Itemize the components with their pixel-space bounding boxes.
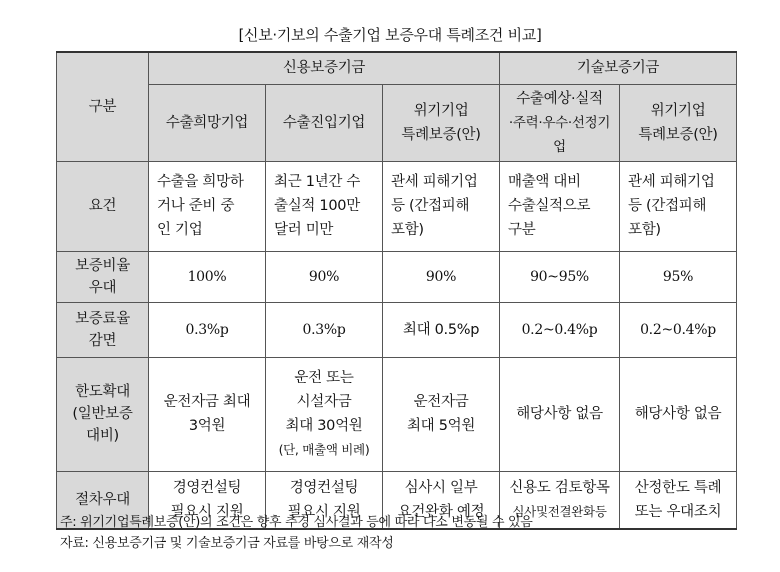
cell-fee-3: 최대 0.5%p xyxy=(383,302,500,357)
col-header-1: 수출희망기업 xyxy=(149,84,266,161)
cell-fee-5: 0.2~0.4%p xyxy=(620,302,737,357)
cell-procedure-5: 산정한도 특례 또는 우대조치 xyxy=(620,471,737,529)
col-header-3: 위기기업 특례보증(안) xyxy=(383,84,500,161)
page-title: [신보·기보의 수출기업 보증우대 특례조건 비교] xyxy=(238,26,542,44)
cell-ratio-2: 90% xyxy=(266,251,383,302)
row-label-requirement: 요건 xyxy=(57,161,149,251)
header-gubun: 구분 xyxy=(57,52,149,161)
comparison-table xyxy=(56,51,737,530)
cell-limit-2: 운전 또는 시설자금 최대 30억원 (단, 매출액 비례) xyxy=(266,357,383,471)
cell-limit-3: 운전자금 최대 5억원 xyxy=(383,357,500,471)
cell-fee-2: 0.3%p xyxy=(266,302,383,357)
row-label-limit-expansion: 한도확대 (일반보증 대비) xyxy=(57,357,149,471)
cell-limit-1: 운전자금 최대 3억원 xyxy=(149,357,266,471)
header-kibo: 기술보증기금 xyxy=(500,52,737,84)
row-label-guarantee-ratio: 보증비율 우대 xyxy=(57,251,149,302)
cell-ratio-3: 90% xyxy=(383,251,500,302)
cell-fee-1: 0.3%p xyxy=(149,302,266,357)
footnote-source: 자료: 신용보증기금 및 기술보증기금 자료를 바탕으로 재작성 xyxy=(60,536,394,551)
cell-limit-5: 해당사항 없음 xyxy=(620,357,737,471)
cell-requirement-2: 최근 1년간 수 출실적 100만 달러 미만 xyxy=(266,161,383,251)
cell-procedure-3: 심사시 일부 요건완화 예정 xyxy=(383,471,500,529)
cell-ratio-1: 100% xyxy=(149,251,266,302)
footnote-note: 주: 위기기업특례보증(안)의 조건은 향후 추경 심사결과 등에 따라 다소 변동될 수 있음 xyxy=(60,515,533,530)
row-label-fee-reduction: 보증료율 감면 xyxy=(57,302,149,357)
row-label-procedure: 절차우대 xyxy=(57,471,149,529)
cell-requirement-4: 매출액 대비 수출실적으로 구분 xyxy=(500,161,620,251)
footnotes xyxy=(60,512,533,554)
cell-procedure-4: 신용도 검토항목 심사및전결완화등 xyxy=(500,471,620,529)
col-header-4: 수출예상·실적 ·주력·우수·선정기업 xyxy=(500,84,620,161)
cell-procedure-2: 경영컨설팅 필요시 지원 xyxy=(266,471,383,529)
cell-limit-4: 해당사항 없음 xyxy=(500,357,620,471)
cell-ratio-5: 95% xyxy=(620,251,737,302)
cell-procedure-1: 경영컨설팅 필요시 지원 xyxy=(149,471,266,529)
cell-requirement-1: 수출을 희망하 거나 준비 중 인 기업 xyxy=(149,161,266,251)
header-kodit: 신용보증기금 xyxy=(149,52,500,84)
cell-ratio-4: 90~95% xyxy=(500,251,620,302)
cell-requirement-5: 관세 피해기업 등 (간접피해 포함) xyxy=(620,161,737,251)
col-header-2: 수출진입기업 xyxy=(266,84,383,161)
col-header-5: 위기기업 특례보증(안) xyxy=(620,84,737,161)
cell-fee-4: 0.2~0.4%p xyxy=(500,302,620,357)
cell-requirement-3: 관세 피해기업 등 (간접피해 포함) xyxy=(383,161,500,251)
